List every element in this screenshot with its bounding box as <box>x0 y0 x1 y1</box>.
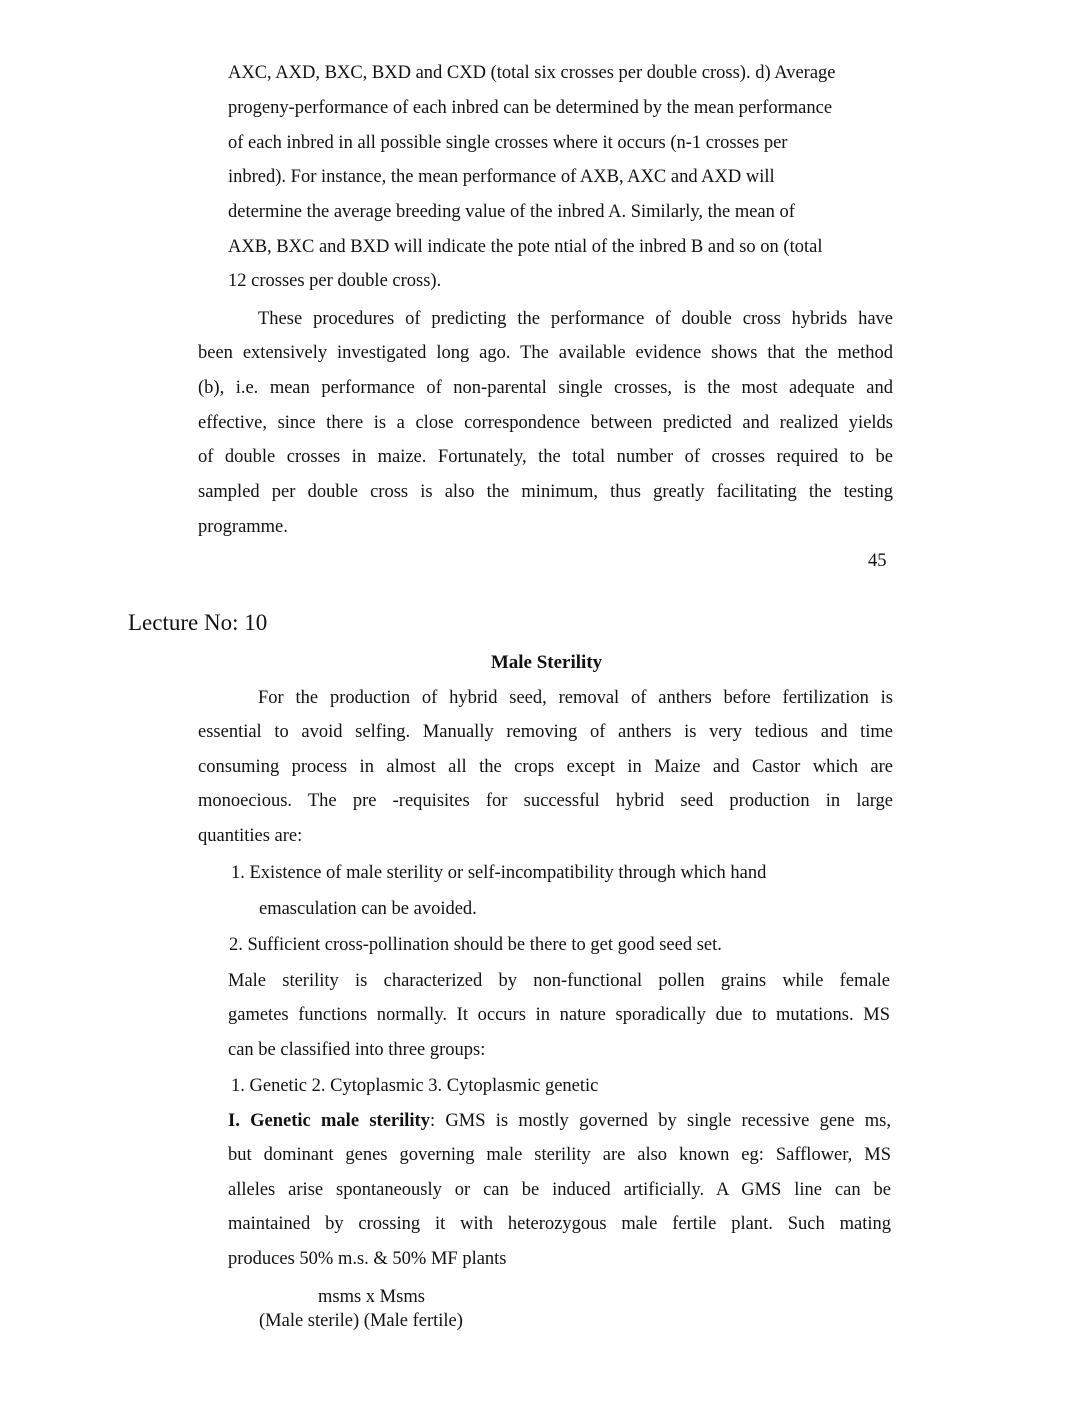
text-line: AXC, AXD, BXC, BXD and CXD (total six crosses per double cross). d) Average <box>228 63 836 83</box>
text-line: determine the average breeding value of the inbred A. Similarly, the mean of <box>228 202 795 222</box>
paragraph-line: but dominant genes governing male sterility are also known eg: Safflower, MS <box>228 1145 891 1165</box>
paragraph-line: quantities are: <box>198 826 303 846</box>
text-line: AXB, BXC and BXD will indicate the pote ntial of the inbred B and so on (total <box>228 237 823 257</box>
paragraph-line: maintained by crossing it with heterozygous male fertile plant. Such mating <box>228 1214 891 1234</box>
page-number: 45 <box>868 551 887 571</box>
lecture-heading: Lecture No: 10 <box>128 610 268 635</box>
paragraph-line: programme. <box>198 517 288 537</box>
paragraph-line: gametes functions normally. It occurs in nature sporadically due to mutations. MS <box>228 1005 890 1025</box>
paragraph-line: monoecious. The pre -requisites for successful hybrid seed production in large <box>198 791 893 811</box>
paragraph-line: For the production of hybrid seed, removal of anthers before fertilization is <box>258 688 893 708</box>
paragraph-line: These procedures of predicting the performance of double cross hybrids have <box>258 309 893 329</box>
cross-labels: (Male sterile) (Male fertile) <box>259 1311 463 1331</box>
paragraph-line: been extensively investigated long ago. The available evidence shows that the method <box>198 343 893 363</box>
gms-first-line-text: : GMS is mostly governed by single recessive gene ms, <box>429 1111 892 1131</box>
gms-first-line <box>228 1109 891 1133</box>
paragraph-line: consuming process in almost all the crops except in Maize and Castor which are <box>198 757 893 777</box>
section-title: Male Sterility <box>490 652 603 673</box>
paragraph-line: can be classified into three groups: <box>228 1040 486 1060</box>
gms-heading: I. Genetic male sterility <box>228 1111 430 1131</box>
paragraph-line: (b), i.e. mean performance of non-parental single crosses, is the most adequate and <box>198 378 893 398</box>
paragraph-line: essential to avoid selfing. Manually removing of anthers is very tedious and time <box>198 722 893 742</box>
text-line: progeny-performance of each inbred can be determined by the mean performance <box>228 98 833 118</box>
paragraph-line: effective, since there is a close correspondence between predicted and realized yields <box>198 413 893 433</box>
list-item: 1. Existence of male sterility or self-incompatibility through which hand <box>231 863 767 883</box>
list-item-continuation: emasculation can be avoided. <box>259 899 477 919</box>
text-line: 12 crosses per double cross). <box>228 271 442 291</box>
paragraph-line: Male sterility is characterized by non-functional pollen grains while female <box>228 971 890 991</box>
text-line: of each inbred in all possible single crosses where it occurs (n-1 crosses per <box>228 133 788 153</box>
paragraph-line: of double crosses in maize. Fortunately, the total number of crosses required to be <box>198 447 893 467</box>
list-item: 2. Sufficient cross-pollination should be there to get good seed set. <box>229 935 722 955</box>
paragraph-line: produces 50% m.s. & 50% MF plants <box>228 1249 507 1269</box>
cross-notation: msms x Msms <box>318 1287 425 1307</box>
text-line: inbred). For instance, the mean performance of AXB, AXC and AXD will <box>228 167 775 187</box>
paragraph-line: sampled per double cross is also the minimum, thus greatly facilitating the testing <box>198 482 893 502</box>
paragraph-line: alleles arise spontaneously or can be induced artificially. A GMS line can be <box>228 1180 891 1200</box>
groups-list: 1. Genetic 2. Cytoplasmic 3. Cytoplasmic genetic <box>231 1076 599 1096</box>
